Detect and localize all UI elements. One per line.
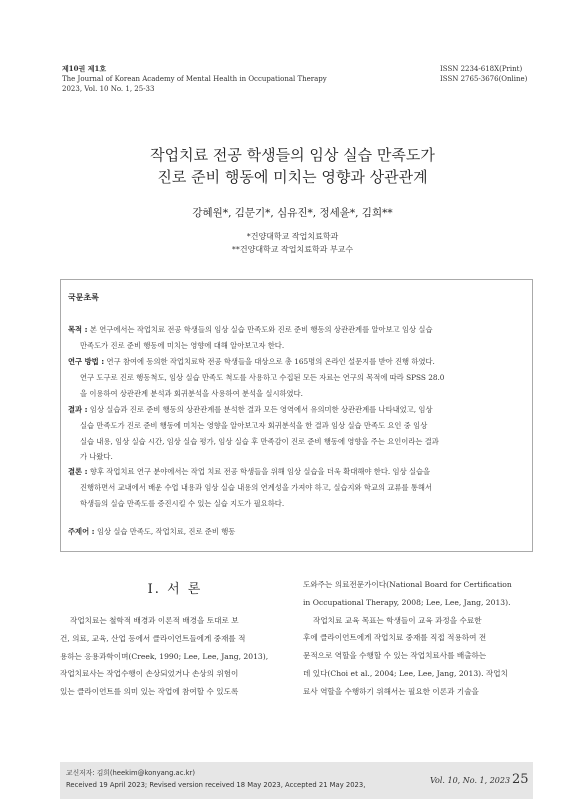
result-line-4: 가 나왔다.: [80, 452, 113, 462]
right-line-5: 문적으로 역할을 수행할 수 있는 작업치료사를 배출하는: [303, 651, 487, 661]
page-footer-label: Vol. 10, No. 1, 2023: [430, 776, 511, 785]
right-line-3: 작업치료 교육 목표는 학생들이 교육 과정을 수료한: [313, 615, 482, 625]
journal-citation: 2023, Vol. 10 No. 1, 25-33: [62, 85, 155, 93]
issn-online: ISSN 2765-3676(Online): [440, 75, 528, 83]
conclusion-line-3: 학생들의 실습 만족도를 증진시킬 수 있는 실습 지도가 필요하다.: [80, 498, 285, 508]
keywords-value: 임상 실습 만족도, 작업치료, 진로 준비 행동: [96, 527, 236, 536]
conclusion-line-2: 진행하면서 교내에서 배운 수업 내용과 임상 실습 내용의 연계성을 가져야 하고, 실습지와 학교의 교류를 통해서: [80, 482, 432, 492]
purpose-line-1: 본 연구에서는 작업치료 전공 학생들의 임상 실습 만족도와 진로 준비 행동의 상관관계를 알아보고 임상 실습: [89, 325, 433, 334]
method-line-1: 연구 참여에 동의한 작업치료학 전공 학생들을 대상으로 총 165명의 온라인 설문지를 받아 진행 하였다.: [106, 357, 435, 366]
result-line-3: 실습 내용, 임상 실습 시간, 임상 실습 평가, 임상 실습 후 만족감이 진로 준비 행동에 영향을 주는 요인이라는 결과: [80, 436, 439, 446]
result-line-2: 실습 만족도가 진로 준비 행동에 미치는 영향을 알아보고자 회귀분석을 한 결과 임상 실습 만족도 요인 중 임상: [80, 420, 428, 430]
body-left-column: [60, 612, 282, 701]
result-line-1: 임상 실습과 진로 준비 행동의 상관관계를 분석한 결과 모든 영역에서 유의미한 상관관계를 나타내었고, 임상: [89, 405, 433, 414]
section-title: Ⅰ. 서 론: [147, 582, 203, 597]
authors: 강혜원*, 김문기*, 심유진*, 정세윤*, 김희**: [192, 207, 393, 219]
keywords-label: 주제어 :: [68, 527, 95, 536]
abstract-conclusion: [68, 464, 520, 511]
right-line-4: 후에 클라이언트에게 작업치료 중재를 직접 적용하여 전: [303, 633, 487, 643]
paper-title: [0, 144, 585, 188]
right-line-1: 도와주는 의료전문가이다(National Board for Certification: [303, 580, 512, 589]
right-line-6: 데 있다(Choi et al., 2004; Lee, Lee, Jang, 2013). 작업치: [303, 668, 508, 678]
affiliation-1: *건양대학교 작업치료학과: [246, 232, 339, 241]
affiliations: [0, 230, 585, 256]
journal-header: [62, 64, 327, 94]
left-line-4: 작업치료사는 작업수행이 손상되었거나 손상의 위험이: [60, 669, 239, 679]
left-line-2: 건, 의료, 교육, 산업 등에서 클라이언트들에게 중재를 적: [60, 633, 246, 643]
received-dates: Received 19 April 2023; Revised version received 18 May 2023, Accepted 21 May 2023,: [66, 781, 366, 789]
body-right-column: [303, 576, 525, 701]
conclusion-label: 결론 :: [68, 467, 88, 476]
title-line-2: 진로 준비 행동에 미치는 영향과 상관관계: [157, 168, 428, 186]
right-line-7: 료사 역할을 수행하기 위해서는 필요한 이론과 기술을: [303, 686, 479, 696]
method-line-2: 연구 도구로 진로 행동척도, 임상 실습 만족도 척도를 사용하고 수집된 모든 자료는 연구의 목적에 따라 SPSS 28.0: [80, 372, 445, 382]
left-line-5: 있는 클라이언트를 의미 있는 작업에 참여할 수 있도록: [60, 687, 239, 697]
title-line-1: 작업치료 전공 학생들의 임상 실습 만족도가: [150, 146, 435, 164]
affiliation-2: **건양대학교 작업치료학과 부교수: [231, 245, 354, 254]
purpose-line-2: 만족도가 진로 준비 행동에 미치는 영향에 대해 알아보고자 한다.: [80, 340, 285, 350]
right-line-2: in Occupational Therapy, 2008; Lee, Lee, Jang, 2013).: [303, 597, 511, 607]
left-line-3: 용하는 응용과학이며(Creek, 1990; Lee, Lee, Jang, 2013),: [60, 651, 269, 661]
issue-label: 제10권 제1호: [62, 64, 107, 73]
issn-print: ISSN 2234-618X(Print): [440, 65, 523, 73]
issn-block: [440, 64, 527, 84]
abstract-heading: 국문초록: [68, 293, 99, 302]
conclusion-line-1: 향후 작업치료 연구 분야에서는 작업 치료 전공 학생들을 위해 임상 실습을 더욱 확대해야 한다. 임상 실습을: [89, 467, 431, 476]
method-line-3: 을 이용하여 상관관계 분석과 회귀분석을 사용하여 분석을 실시하였다.: [80, 388, 303, 398]
left-line-1: 작업치료는 철학적 배경과 이론적 배경을 토대로 보: [70, 616, 239, 625]
result-label: 결과 :: [68, 405, 88, 414]
abstract-purpose: [68, 322, 520, 354]
purpose-label: 목적 :: [68, 325, 88, 334]
corresponding-author: 교신저자: 김희(heekim@konyang.ac.kr): [66, 769, 195, 777]
keywords: [68, 527, 235, 537]
page-number: 25: [512, 772, 529, 787]
abstract-result: [68, 402, 520, 465]
method-label: 연구 방법 :: [68, 357, 105, 366]
abstract-method: [68, 354, 520, 401]
journal-name: The Journal of Korean Academy of Mental Health in Occupational Therapy: [62, 75, 327, 83]
